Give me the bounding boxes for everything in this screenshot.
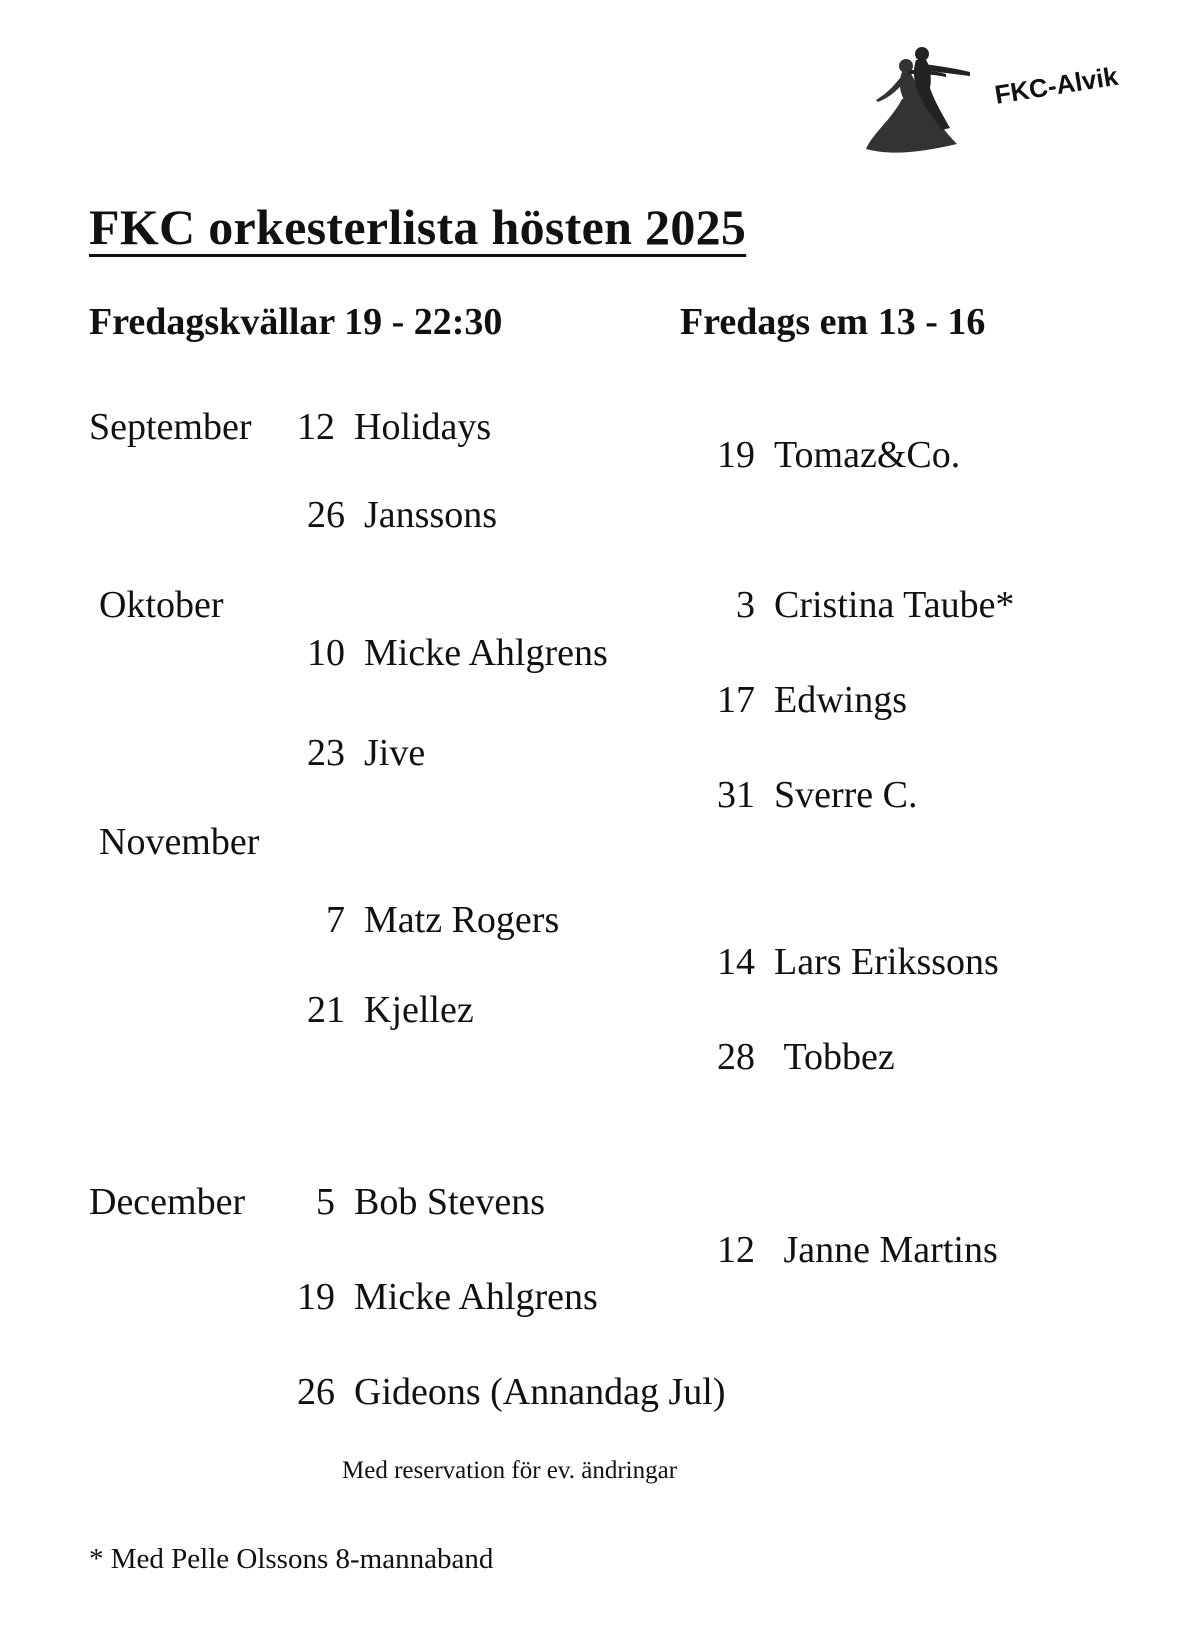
- list-item: [700, 940, 999, 984]
- month-november: November: [99, 821, 260, 863]
- day-number: 3: [736, 584, 755, 626]
- band-name: Holidays: [354, 406, 492, 448]
- day-number: 23: [307, 732, 345, 774]
- list-item: [290, 898, 559, 942]
- afternoon-header: Fredags em 13 - 16: [680, 301, 986, 343]
- list-item: [280, 405, 491, 449]
- list-item: [290, 731, 425, 775]
- dancing-couple-icon: [862, 44, 1002, 164]
- list-item: [700, 773, 918, 817]
- day-number: 10: [307, 632, 345, 674]
- list-item: [280, 1275, 598, 1319]
- band-name: Cristina Taube*: [774, 584, 1015, 626]
- day-number: 12: [297, 406, 335, 448]
- logo-text: FKC-Alvik: [992, 60, 1120, 110]
- list-item: [700, 1228, 998, 1272]
- list-item: [700, 678, 907, 722]
- band-name: Gideons (Annandag Jul): [354, 1371, 726, 1413]
- band-name: Janssons: [364, 494, 498, 536]
- day-number: 19: [717, 434, 755, 476]
- day-number: 14: [717, 941, 755, 983]
- band-name: Tomaz&Co.: [774, 434, 961, 476]
- day-number: 28: [717, 1036, 755, 1078]
- band-name: Micke Ahlgrens: [364, 632, 608, 674]
- list-item: [280, 1180, 545, 1224]
- list-item: [290, 631, 608, 675]
- list-item: [280, 1370, 725, 1414]
- list-item: [700, 433, 960, 477]
- band-name: Sverre C.: [774, 774, 918, 816]
- reservation-note: Med reservation för ev. ändringar: [342, 1457, 678, 1484]
- list-item: [700, 1035, 895, 1079]
- list-item: [290, 988, 474, 1032]
- band-name: Matz Rogers: [364, 899, 560, 941]
- footnote: * Med Pelle Olssons 8-mannaband: [89, 1543, 494, 1575]
- day-number: 5: [316, 1181, 335, 1223]
- month-december: December: [89, 1181, 246, 1223]
- band-name: Lars Erikssons: [774, 941, 999, 983]
- list-item: [290, 493, 497, 537]
- month-september: September: [89, 406, 252, 448]
- evening-header: Fredagskvällar 19 - 22:30: [89, 301, 503, 343]
- day-number: 26: [307, 494, 345, 536]
- day-number: 21: [307, 989, 345, 1031]
- day-number: 31: [717, 774, 755, 816]
- month-oktober: Oktober: [99, 584, 224, 626]
- band-name: Kjellez: [364, 989, 474, 1031]
- list-item: [700, 583, 1014, 627]
- page-title: FKC orkesterlista hösten 2025: [89, 199, 747, 255]
- band-name: Jive: [364, 732, 426, 774]
- band-name: Edwings: [774, 679, 907, 721]
- day-number: 7: [326, 899, 345, 941]
- band-name: Tobbez: [783, 1036, 895, 1078]
- day-number: 17: [717, 679, 755, 721]
- band-name: Micke Ahlgrens: [354, 1276, 598, 1318]
- band-name: Janne Martins: [783, 1229, 998, 1271]
- day-number: 26: [297, 1371, 335, 1413]
- band-name: Bob Stevens: [354, 1181, 546, 1223]
- day-number: 19: [297, 1276, 335, 1318]
- day-number: 12: [717, 1229, 755, 1271]
